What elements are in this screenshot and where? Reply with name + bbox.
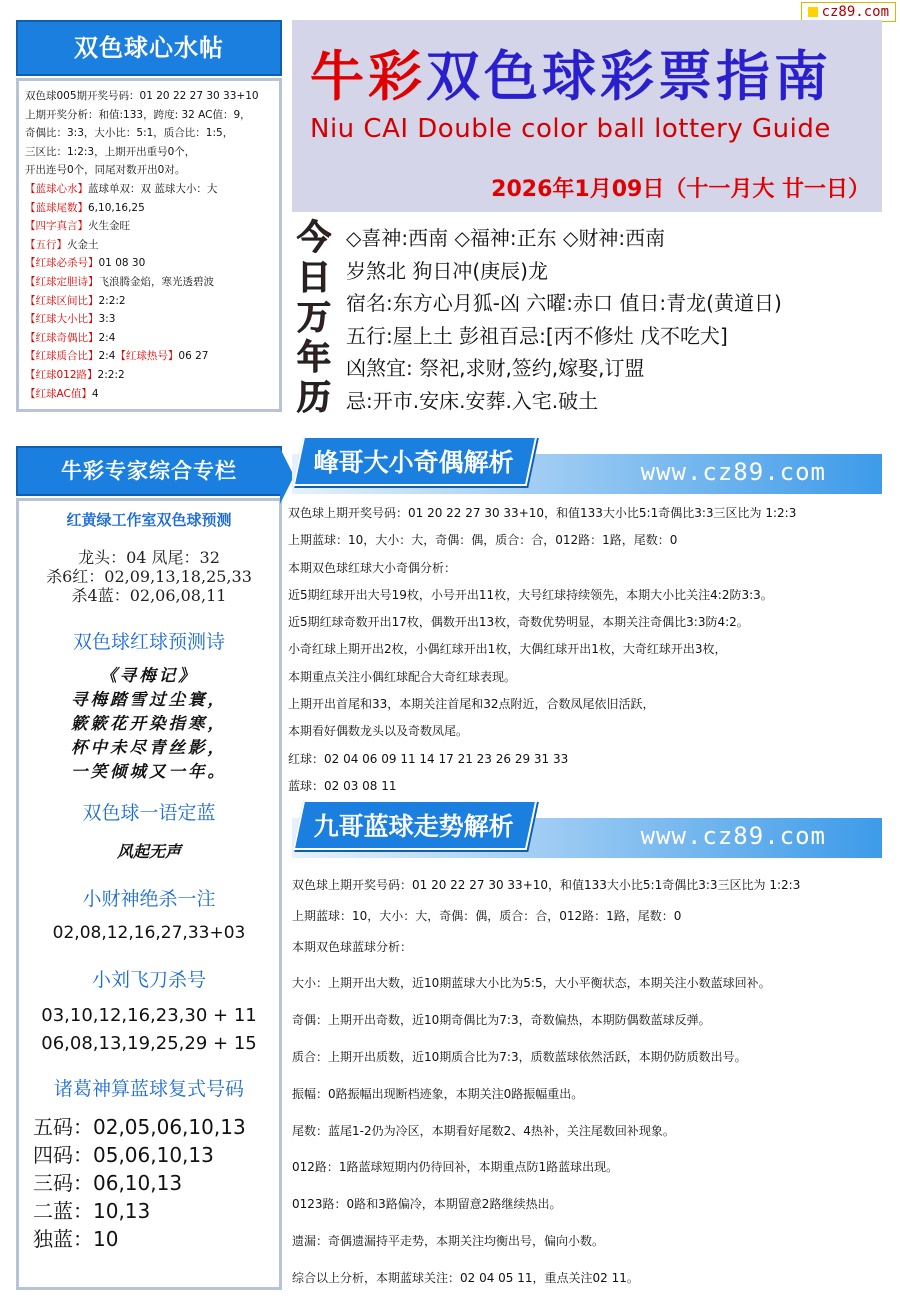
- section2-line: 振幅：0路振幅出现断档迹象，本期关注0路振幅重出。: [292, 1086, 584, 1101]
- almanac-label: [290, 218, 338, 418]
- panel1-line: 三区比：1:2:3，上期开出重号0个，: [25, 145, 196, 158]
- panel1-item-tag: 【红球区间比】: [25, 294, 99, 307]
- section2-line: 双色球上期开奖号码：01 20 22 27 30 33+10，和值133大小比5:1奇偶比3:3三区比为 1:2:3: [292, 878, 801, 892]
- section2-line: 质合：上期开出质数，近10期质合比为7:3，质数蓝球依然活跃，本期仍防质数出号。: [292, 1049, 747, 1064]
- panel1-item-value: 火金土: [67, 238, 99, 251]
- section1-line: 近5期红球奇数开出17枚，偶数开出13枚，奇数优势明显，本期关注奇偶比3:3防4:2。: [288, 615, 749, 630]
- panel1-item: [25, 385, 273, 404]
- panel1-item-value: 火生金旺: [88, 220, 130, 233]
- liu-line-1: 03,10,12,16,23,30 + 11: [41, 1005, 257, 1027]
- prediction-block: [23, 548, 275, 605]
- panel2-title-text: 牛彩专家综合专栏: [61, 458, 237, 484]
- panel1-item-value: 2:4: [98, 331, 116, 344]
- almanac-char: 万: [297, 298, 331, 338]
- fushi-item: 三码：06,10,13: [33, 1171, 183, 1196]
- panel1-item: [25, 236, 273, 255]
- panel1-item-value: 3:3: [98, 313, 116, 326]
- pred-line-2: 杀6红：02,09,13,18,25,33: [46, 567, 252, 587]
- badge-text: cz89.com: [821, 4, 889, 20]
- header-banner: [292, 20, 882, 212]
- panel1-item-tag: 【红球奇偶比】: [25, 331, 99, 344]
- section1-line: 近5期红球开出大号19枚，小号开出11枚，大号红球持续领先，本期大小比关注4:2防3:3。: [288, 587, 773, 602]
- panel1-item: [25, 254, 273, 273]
- panel1-item-value: 4: [91, 387, 99, 400]
- pred-line-1: 龙头：04 凤尾：32: [78, 548, 220, 568]
- panel1-item: [25, 199, 273, 218]
- section2-url[interactable]: www.cz89.com: [640, 822, 826, 850]
- panel1-line: 双色球005期开奖号码：01 20 22 27 30 33+10: [25, 90, 259, 102]
- badge-square-icon: [808, 7, 818, 17]
- panel1-title: [16, 20, 282, 76]
- section1-line: 本期重点关注小偶红球配合大奇红球表现。: [288, 669, 517, 684]
- issue-date: 2026年1月09日（十一月大 廿一日）: [491, 177, 870, 202]
- pred-line-3: 杀4蓝：02,06,08,11: [71, 586, 227, 606]
- liu-line-2: 06,08,13,19,25,29 + 15: [41, 1033, 257, 1055]
- english-title: Niu CAI Double color ball lottery Guide: [310, 114, 831, 144]
- panel1-line: 奇偶比：3:3，大小比：5:1，质合比：1:5，: [25, 127, 234, 140]
- poem-line: 寻梅踏雪过尘寰，: [71, 690, 227, 710]
- poem-title: 双色球红球预测诗: [72, 631, 225, 654]
- panel2-box: [16, 498, 282, 1290]
- liu-title: 小刘飞刀杀号: [91, 969, 206, 992]
- almanac-char: 日: [297, 258, 331, 298]
- panel1-item-value: 飞浪腾金焰，寒光透碧波: [98, 275, 214, 288]
- almanac-char: 年: [297, 338, 331, 378]
- section1-line: 红球：02 04 06 09 11 14 17 21 23 26 29 31 33: [288, 751, 569, 766]
- section1-line: 本期看好偶数龙头以及奇数凤尾。: [288, 724, 469, 739]
- poem-line: 杯中未尽青丝影，: [71, 738, 227, 758]
- section2-line: 奇偶：上期开出奇数，近10期奇偶比为7:3，奇数偏热，本期防偶数蓝球反弹。: [292, 1013, 711, 1028]
- section2-line: 012路：1路蓝球短期内仍待回补，本期重点防1路蓝球出现。: [292, 1160, 619, 1175]
- panel1-item: [25, 273, 273, 292]
- section1-line: 上期开出首尾和33，本期关注首尾和32点附近，合数凤尾依旧活跃，: [288, 697, 655, 712]
- section1-line: 上期蓝球：10，大小：大，奇偶：偶，质合：合，012路：1路，尾数：0: [288, 533, 678, 548]
- section1-line: 本期双色球红球大小奇偶分析：: [288, 560, 457, 575]
- site-badge[interactable]: [801, 2, 896, 22]
- panel1-line: 上期开奖分析：和值:133，跨度: 32 AC值：9，: [25, 108, 251, 121]
- section1-title: 峰哥大小奇偶解析: [313, 448, 514, 477]
- poem: [23, 664, 275, 784]
- section1-url[interactable]: www.cz89.com: [640, 458, 826, 486]
- almanac-lines: [346, 222, 886, 417]
- fushi-list: [23, 1113, 275, 1253]
- fushi-item: 五码：02,05,06,10,13: [33, 1115, 246, 1140]
- almanac-line: 岁煞北 狗日冲(庚辰)龙: [346, 258, 548, 283]
- panel1-item-value: 2:2:2: [98, 294, 126, 307]
- almanac-line: ◇喜神:西南 ◇福神:正东 ◇财神:西南: [346, 226, 666, 250]
- caishen-numbers: 02,08,12,16,27,33+03: [52, 923, 246, 944]
- panel1-item: [25, 180, 273, 199]
- section2-line: 综合以上分析，本期蓝球关注：02 04 05 11，重点关注02 11。: [292, 1270, 639, 1285]
- almanac-line: 五行:屋上土 彭祖百忌:[丙不修灶 戊不吃犬]: [346, 323, 728, 348]
- poem-line: 簌簌花开染指寒，: [71, 714, 227, 734]
- panel1-item: [25, 347, 273, 366]
- section1-line: 小奇红球上期开出2枚，小偶红球开出1枚，大偶红球开出1枚，大奇红球开出3枚，: [288, 642, 727, 657]
- almanac-line: 忌:开市.安床.安葬.入宅.破土: [346, 388, 599, 413]
- almanac-char: 今: [297, 218, 331, 258]
- panel1-item-tag: 【红球大小比】: [25, 313, 99, 326]
- panel1-item-value: 蓝球单双：双 蓝球大小：大: [88, 182, 218, 195]
- section1-line: 双色球上期开奖号码：01 20 22 27 30 33+10，和值133大小比5:1奇偶比3:3三区比为 1:2:3: [288, 506, 797, 520]
- section1-line: 蓝球：02 03 08 11: [288, 778, 397, 793]
- fushi-item: 独蓝：10: [33, 1227, 119, 1252]
- panel1-item-tag: 【红球热号】: [115, 350, 179, 363]
- brand-red: 牛彩: [310, 44, 426, 108]
- section2-line: 本期双色球蓝球分析：: [292, 939, 413, 954]
- section2-banner: [292, 800, 882, 862]
- liu-numbers: [23, 1002, 275, 1058]
- panel1-item-tag: 【红球必杀号】: [25, 257, 99, 270]
- section2-body: [292, 870, 892, 1294]
- section2-line: 尾数：蓝尾1-2仍为冷区，本期看好尾数2、4热补，关注尾数回补现象。: [292, 1123, 675, 1138]
- panel1-item-tag: 【红球质合比】: [25, 350, 99, 363]
- panel1-item: [25, 329, 273, 348]
- panel1-item: [25, 366, 273, 385]
- onebet-title: 双色球一语定蓝: [82, 802, 216, 825]
- panel1-item-tag: 【蓝球心水】: [25, 182, 88, 195]
- panel1-item-value: 06 27: [178, 350, 209, 363]
- section2-tab: [293, 800, 538, 850]
- panel1-item: [25, 292, 273, 311]
- brand-title: [310, 34, 832, 111]
- onebet-text: 风起无声: [116, 842, 181, 862]
- panel1-item-tag: 【蓝球尾数】: [25, 201, 88, 214]
- panel1-item-tag: 【四字真言】: [25, 220, 88, 233]
- panel1-item-value: 2:2:2: [97, 368, 125, 381]
- panel1-item-tag: 【红球012路】: [25, 368, 98, 381]
- left-column: [16, 20, 282, 1290]
- panel2-title: [16, 446, 282, 496]
- almanac-line: 凶煞宜: 祭祀,求财,签约,嫁娶,订盟: [346, 356, 645, 380]
- section2-line: 大小：上期开出大数，近10期蓝球大小比为5:5，大小平衡状态，本期关注小数蓝球回补。: [292, 976, 771, 991]
- panel1-box: [16, 78, 282, 412]
- section1-banner: [292, 436, 882, 498]
- panel1-title-text: 双色球心水帖: [74, 33, 224, 62]
- almanac-char: 历: [297, 378, 331, 418]
- section1-tab: [293, 436, 538, 486]
- section2-title: 九哥蓝球走势解析: [313, 812, 514, 841]
- section2-line: 上期蓝球：10，大小：大，奇偶：偶，质合：合，012路：1路，尾数：0: [292, 908, 682, 923]
- section2-line: 遗漏：奇偶遗漏持平走势，本期关注均衡出号，偏向小数。: [292, 1233, 605, 1248]
- almanac-line: 宿名:东方心月狐-凶 六曜:赤口 值日:青龙(黄道日): [346, 291, 782, 315]
- panel1-item-value: 01 08 30: [98, 257, 146, 270]
- panel1-line: 开出连号0个，同尾对数开出0对。: [25, 164, 186, 177]
- panel1-item-tag: 【红球AC值】: [25, 387, 92, 400]
- caishen-title: 小财神绝杀一注: [82, 888, 216, 911]
- panel1-item-tag: 【红球定胆诗】: [25, 275, 99, 288]
- panel1-item: [25, 217, 273, 236]
- panel1-item-value: 2:4: [98, 350, 116, 363]
- section2-line: 0123路：0路和3路偏冷，本期留意2路继续热出。: [292, 1197, 562, 1212]
- brand-blue: 双色球彩票指南: [426, 44, 832, 108]
- fushi-item: 四码：05,06,10,13: [33, 1143, 214, 1168]
- section1-body: [288, 500, 888, 800]
- panel1-item: [25, 310, 273, 329]
- studio-title: 红黄绿工作室双色球预测: [66, 511, 232, 530]
- poem-name: 《寻梅记》: [100, 666, 198, 686]
- fushi-item: 二蓝：10,13: [33, 1199, 151, 1224]
- zhuge-title: 诸葛神算蓝球复式号码: [53, 1078, 244, 1101]
- poem-line: 一笑倾城又一年。: [71, 762, 227, 782]
- panel1-item-value: 6,10,16,25: [88, 201, 145, 214]
- panel1-item-tag: 【五行】: [25, 238, 67, 251]
